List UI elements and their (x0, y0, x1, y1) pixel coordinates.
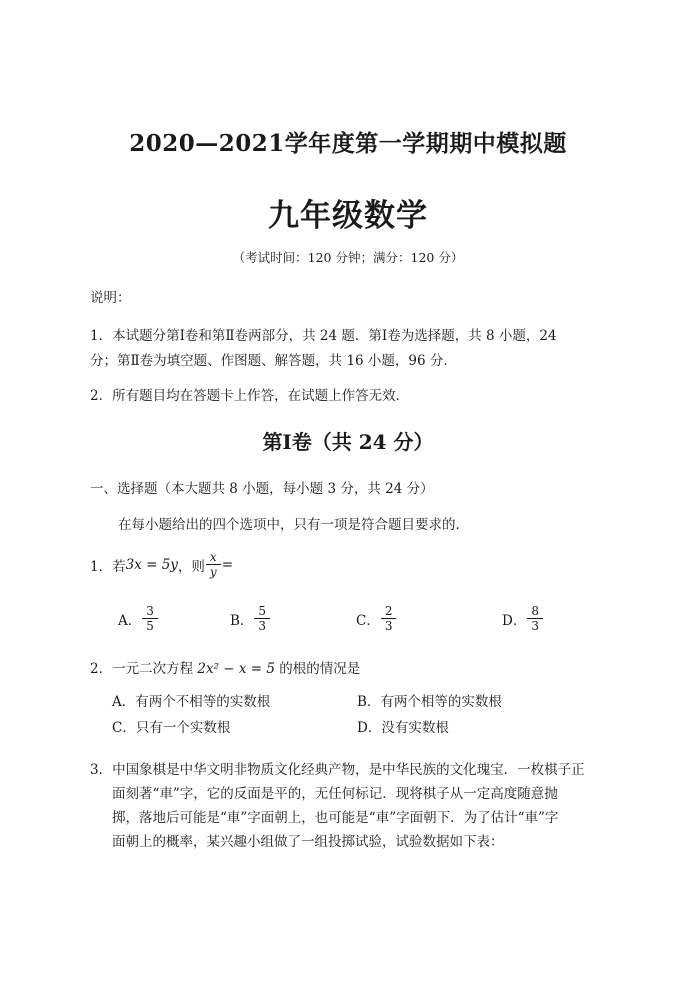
q3-line1: 3．中国象棋是中华文明非物质文化经典产物，是中华民族的文化瑰宝．一枚棋子正 (90, 762, 585, 778)
section-note: 在每小题给出的四个选项中，只有一项是符合题目要求的． (118, 517, 469, 533)
question-2 (90, 657, 360, 677)
q1-frac-den: y (209, 565, 217, 579)
q1-option-d[interactable] (502, 604, 544, 633)
q1-option-a-label: A． (118, 612, 142, 629)
q1-equation: 3x = 5y (125, 556, 178, 573)
q1-equals: = (221, 556, 233, 573)
exam-info: （考试时间：120 分钟；满分：120 分） (232, 250, 464, 265)
q1-option-d-num: 8 (531, 604, 539, 618)
q2-option-b[interactable]: B．有两个相等的实数根 (357, 694, 502, 710)
q1-fraction (208, 550, 219, 579)
q1-option-d-fraction (529, 604, 541, 633)
q1-option-a-fraction (144, 604, 156, 633)
instruction-1-line1: 1．本试题分第Ⅰ卷和第Ⅱ卷两部分，共 24 题．第Ⅰ卷为选择题，共 8 小题，24 (90, 328, 557, 344)
question-1 (90, 550, 233, 579)
q1-option-d-den: 3 (531, 619, 539, 633)
q2-equation: 2x² − x = 5 (197, 661, 275, 677)
q1-option-c-den: 3 (384, 619, 393, 633)
subject-title: 九年级数学 (268, 198, 428, 234)
q1-option-b-num: 5 (258, 604, 267, 618)
q1-prefix: 1．若 (90, 558, 126, 575)
instruction-2: 2．所有题目均在答题卡上作答，在试题上作答无效． (90, 388, 410, 404)
q1-option-c-fraction (383, 604, 395, 633)
q1-option-b-fraction (256, 604, 268, 633)
q1-then: ，则 (177, 558, 205, 575)
q1-frac-num: x (209, 550, 217, 564)
exam-title: 2020—2021学年度第一学期期中模拟题 (129, 130, 567, 157)
q2-option-d[interactable]: D．没有实数根 (357, 720, 449, 736)
q1-option-d-label: D． (502, 612, 527, 629)
instruction-1-line2: 分；第Ⅱ卷为填空题、作图题、解答题，共 16 小题，96 分． (90, 353, 457, 369)
q3-line3: 掷，落地后可能是“車”字面朝上，也可能是“車”字面朝下．为了估计“車”字 (112, 810, 559, 826)
section-title: 第Ⅰ卷（共 24 分） (262, 430, 434, 454)
q1-option-b-label: B． (230, 612, 254, 629)
instructions-label: 说明： (90, 290, 131, 306)
q1-option-a-den: 5 (146, 619, 154, 633)
q1-option-c[interactable] (356, 604, 397, 633)
q1-option-b-den: 3 (258, 619, 267, 633)
q2-prefix: 2．一元二次方程 (90, 661, 194, 677)
q3-line4: 面朝上的概率，某兴趣小组做了一组投掷试验，试验数据如下表： (112, 834, 504, 850)
q1-option-a[interactable] (118, 604, 159, 633)
section-heading: 一、选择题（本大题共 8 小题，每小题 3 分，共 24 分） (90, 481, 434, 497)
q2-option-a[interactable]: A．有两个不相等的实数根 (112, 694, 271, 710)
q1-option-c-num: 2 (384, 604, 393, 618)
q1-option-c-label: C． (356, 612, 380, 629)
q2-option-c[interactable]: C．只有一个实数根 (112, 720, 231, 736)
q1-option-b[interactable] (230, 604, 271, 633)
q3-line2: 面刻著“車”字，它的反面是平的，无任何标记．现将棋子从一定高度随意抛 (112, 786, 558, 802)
q2-suffix: 的根的情况是 (279, 661, 361, 677)
q1-option-a-num: 3 (146, 604, 154, 618)
